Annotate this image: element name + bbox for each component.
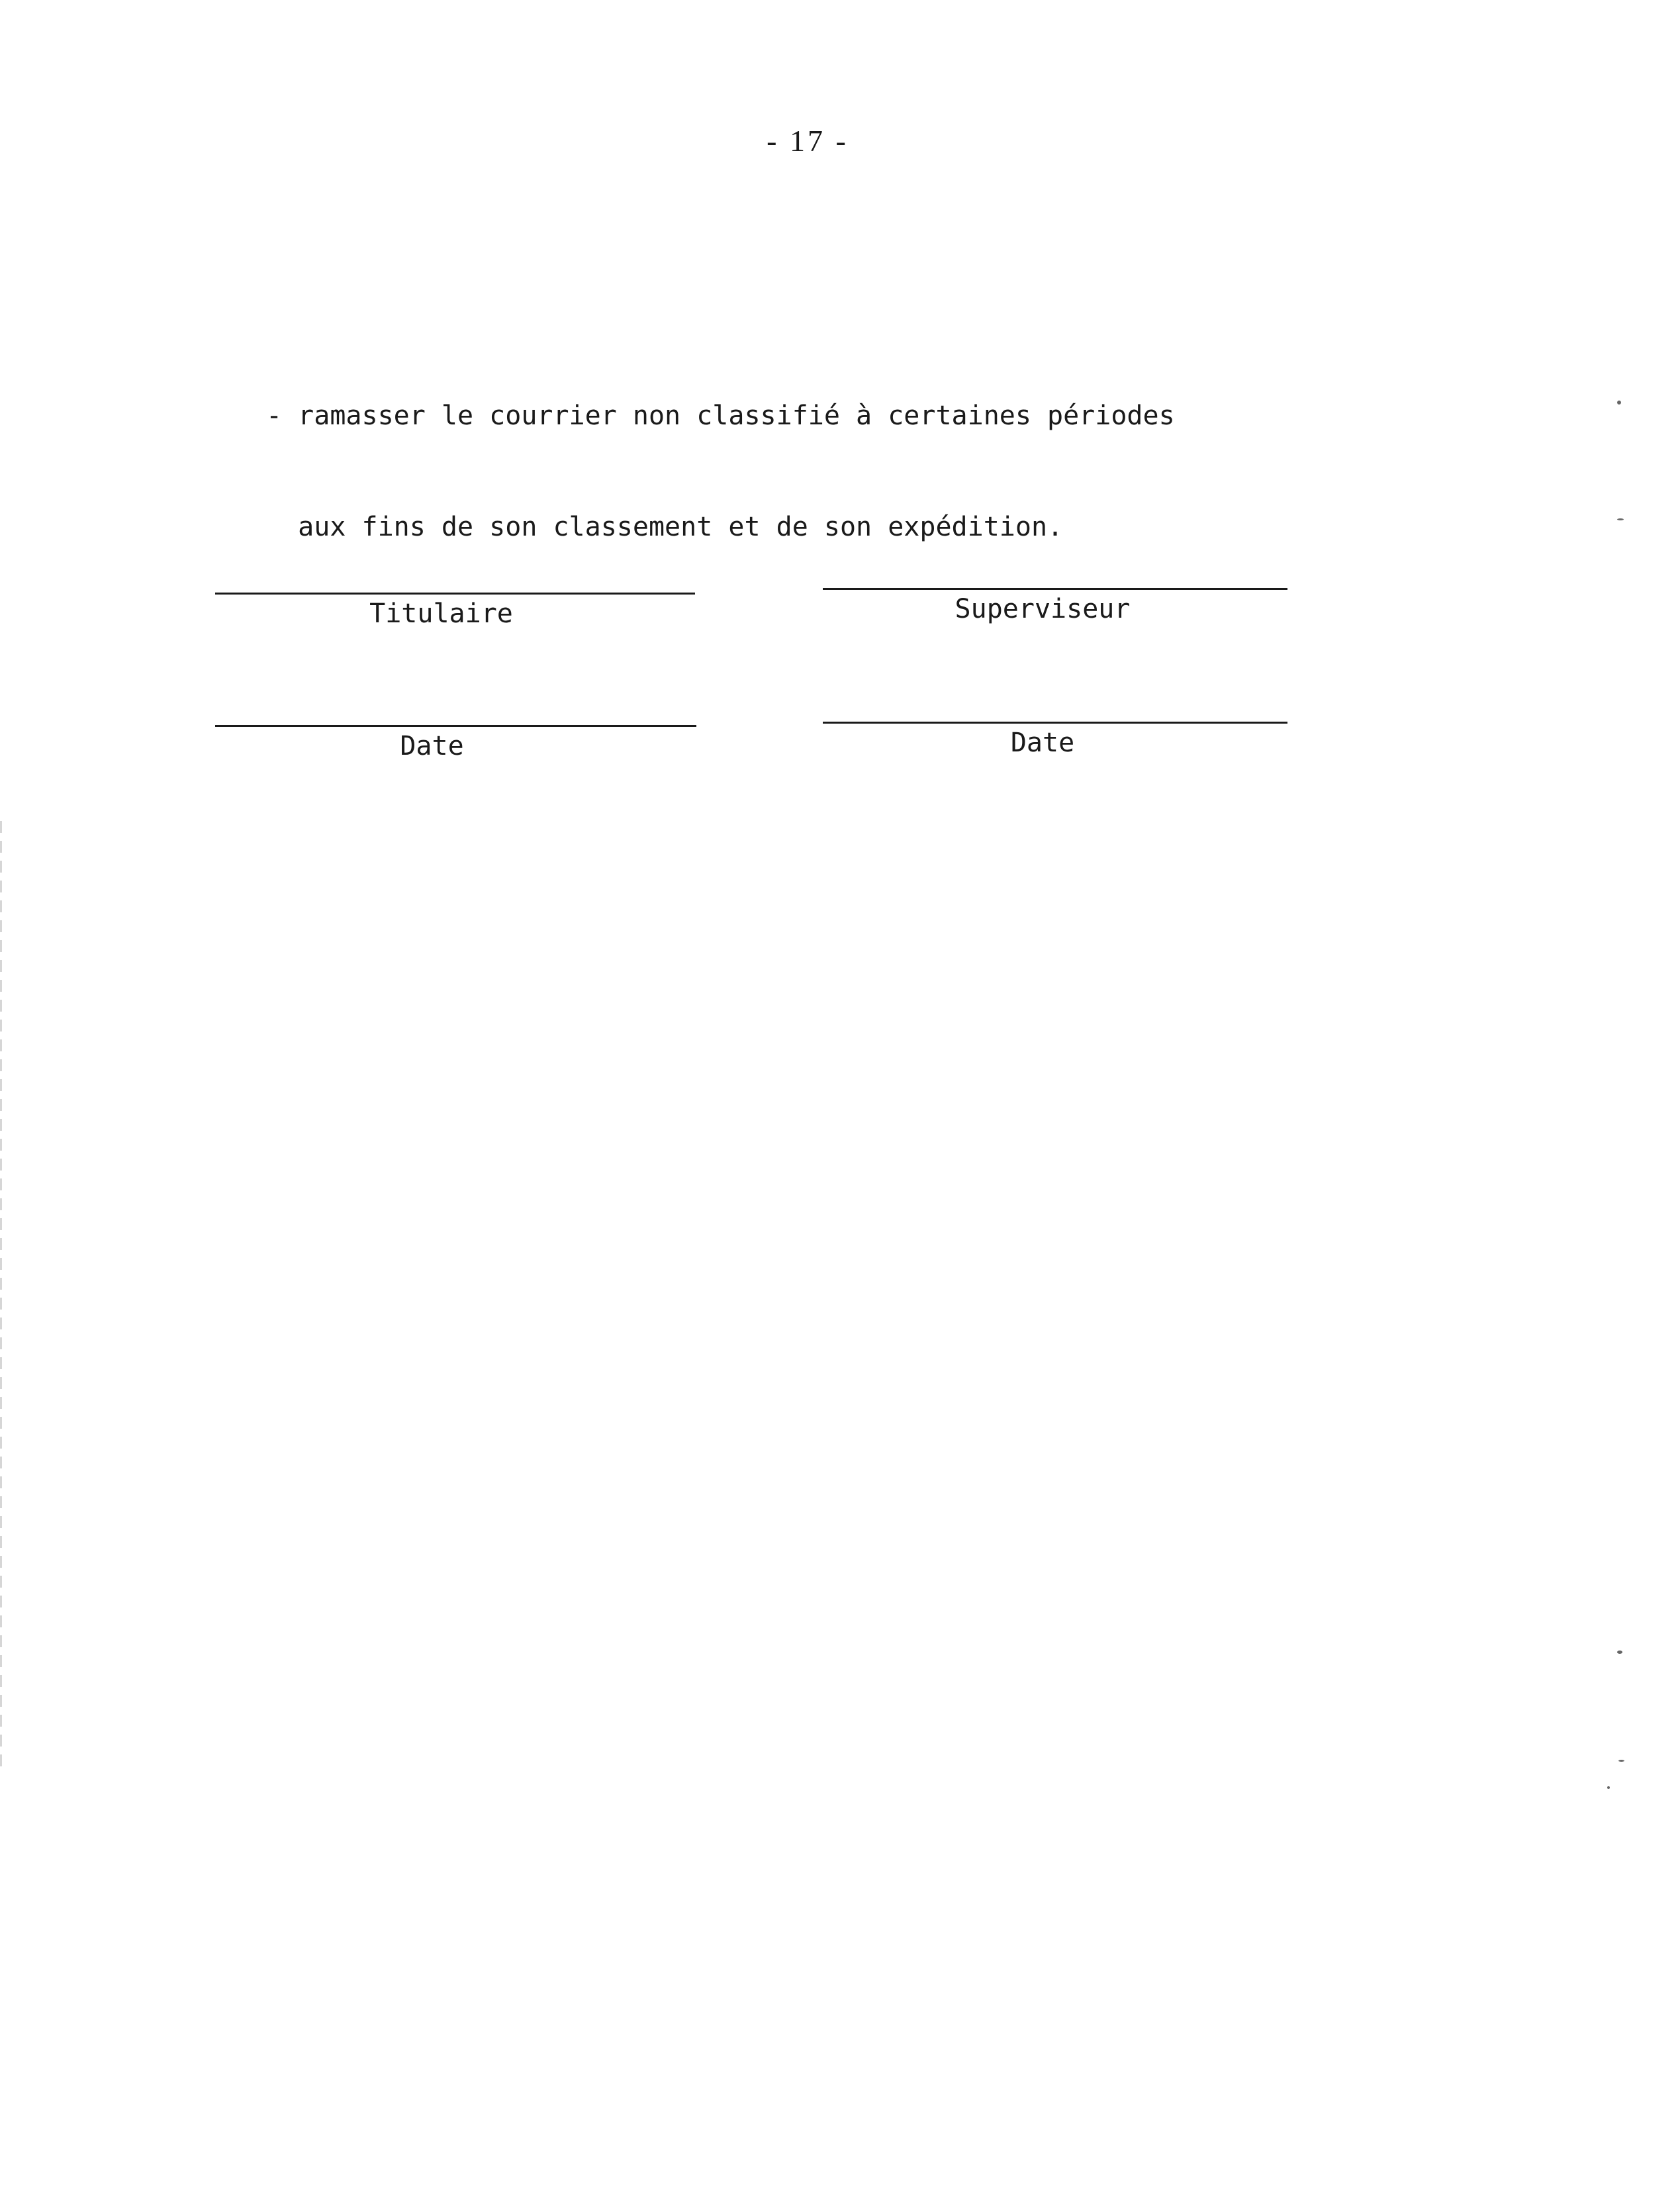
date-label-left: Date [400,731,464,761]
scan-speck [1607,1786,1610,1789]
signature-line [823,588,1287,590]
signature-line [215,593,695,595]
date-label-right: Date [1010,728,1075,758]
scan-speck [1617,1651,1622,1654]
bullet-line-1: - ramasser le courrier non classifié à certaines périodes [266,401,1175,431]
page-number: - 17 - [767,124,849,158]
scan-speck [1617,518,1624,520]
scan-speck [1617,401,1621,405]
date-line [215,725,696,727]
scan-speck [1618,1760,1624,1762]
signature-superviseur [823,588,1287,624]
superviseur-label: Superviseur [955,594,1131,624]
scan-edge-artifact [0,821,2,1774]
signature-titulaire [215,593,695,629]
date-line [823,722,1287,724]
titulaire-label: Titulaire [369,599,513,629]
date-titulaire [215,725,696,761]
bullet-item [266,323,1259,583]
bullet-line-2: aux fins de son classement et de son expédition. [266,512,1064,542]
date-superviseur [823,722,1287,758]
